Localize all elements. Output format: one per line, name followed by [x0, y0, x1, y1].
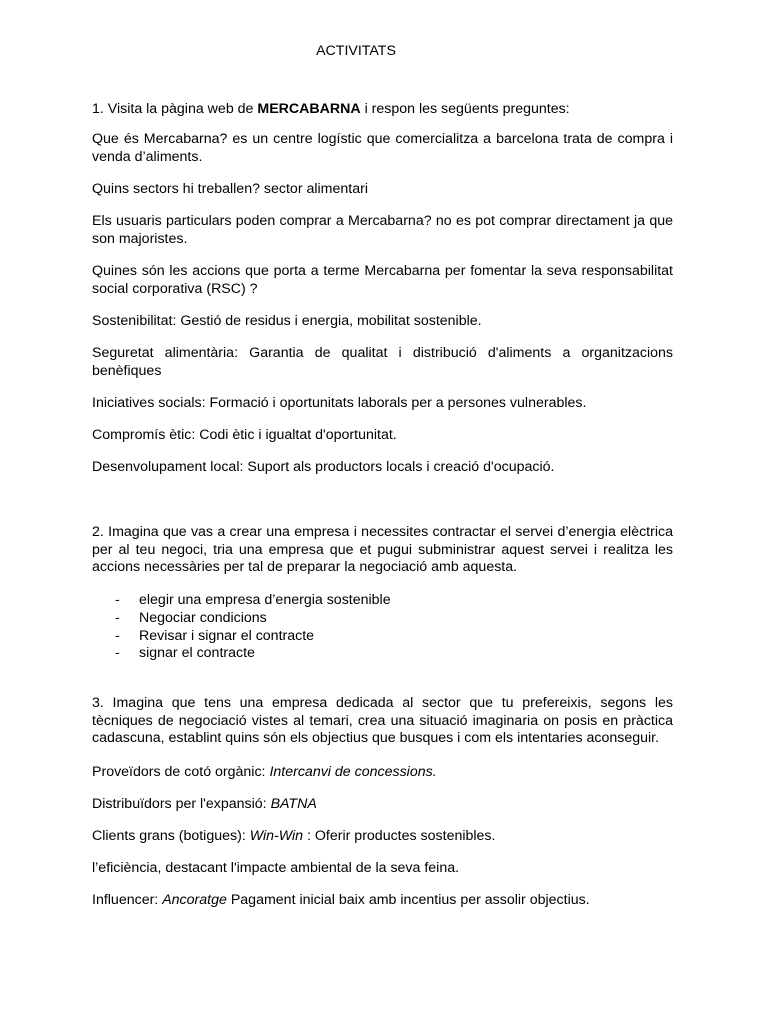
bullet-text: Revisar i signar el contracte — [139, 627, 315, 644]
answer-paragraph-8: Compromís ètic: Codi ètic i igualtat d'oportunitat. — [92, 427, 397, 443]
answer-paragraph-2: Quins sectors hi treballen? sector alimentari — [92, 181, 368, 197]
bullet-text: signar el contracte — [139, 645, 255, 662]
answer-line-4: l’eficiència, destacant l'impacte ambiental de la seva feina. — [92, 860, 460, 876]
answer-paragraph-7: Iniciatives socials: Formació i oportunitats laborals per a persones vulnerables. — [92, 395, 587, 411]
bullet-text: Negociar condicions — [139, 609, 267, 626]
document-title: ACTIVITATS — [316, 43, 396, 59]
bullet-dash: - — [115, 627, 120, 644]
answer-line-3-label: Clients grans (botigues): — [92, 828, 250, 844]
answer-paragraph-5: Sostenibilitat: Gestió de residus i energia, mobilitat sostenible. — [92, 313, 482, 329]
question-3-text: 3. Imagina que tens una empresa dedicada al sector que tu prefereixis, segons les tècniques de negociació vistes al temari, crea una situació imaginaria on posis en pràctica cadascuna, establint quins són els objectius que busques i com els intentaries aconseguir. — [92, 695, 673, 747]
answer-paragraph-1: Que és Mercabarna? es un centre logístic que comercialitza a barcelona trata de compra i venda d’aliments. — [92, 131, 673, 165]
question-2-bullet-list — [92, 592, 673, 663]
bullet-text: elegir una empresa d’energia sostenible — [139, 592, 391, 608]
answer-paragraph-6: Seguretat alimentària: Garantia de qualitat i distribució d'aliments a organitzacions benèfiques — [92, 345, 673, 379]
question-1-heading — [92, 101, 673, 119]
answer-line-2-label: Distribuïdors per l'expansió: — [92, 796, 271, 812]
list-item — [92, 645, 673, 663]
list-item — [92, 628, 673, 646]
bullet-dash: - — [115, 592, 120, 608]
answer-line-5 — [92, 892, 673, 910]
answer-line-3-rest: : Oferir productes sostenibles. — [303, 828, 496, 844]
answer-paragraph-3: Els usuaris particulars poden comprar a Mercabarna? no es pot comprar directament ja que son majoristes. — [92, 213, 673, 247]
answer-line-1-technique: Intercanvi de concessions. — [269, 764, 437, 780]
answer-line-5-technique: Ancoratge — [162, 892, 227, 908]
list-item — [92, 610, 673, 628]
answer-line-3 — [92, 828, 673, 846]
question-1-suffix: i respon les següents preguntes: — [360, 101, 570, 117]
answer-line-5-rest: Pagament inicial baix amb incentius per assolir objectius. — [226, 892, 590, 908]
question-1-prefix: 1. Visita la pàgina web de — [92, 101, 258, 117]
list-item — [92, 592, 673, 610]
answer-line-1-label: Proveïdors de cotó orgànic: — [92, 764, 270, 780]
bullet-dash: - — [115, 645, 120, 662]
answer-paragraph-9: Desenvolupament local: Suport als productors locals i creació d'ocupació. — [92, 459, 555, 475]
bullet-dash: - — [115, 609, 120, 626]
answer-line-5-label: Influencer: — [92, 892, 163, 908]
question-2-text: 2. Imagina que vas a crear una empresa i necessites contractar el servei d’energia elèctrica per al teu negoci, tria una empresa que et pugui subministrar aquest servei i realitza les accions necessàries per tal de preparar la negociació amb aquesta. — [92, 524, 673, 576]
answer-paragraph-4: Quines són les accions que porta a terme Mercabarna per fomentar la seva responsabilitat social corporativa (RSC) ? — [92, 263, 673, 297]
answer-line-1 — [92, 764, 673, 782]
answer-line-2-technique: BATNA — [270, 796, 317, 812]
question-1-bold-name: MERCABARNA — [257, 101, 361, 117]
answer-line-2 — [92, 796, 673, 814]
answer-line-3-technique: Win-Win — [249, 828, 304, 844]
